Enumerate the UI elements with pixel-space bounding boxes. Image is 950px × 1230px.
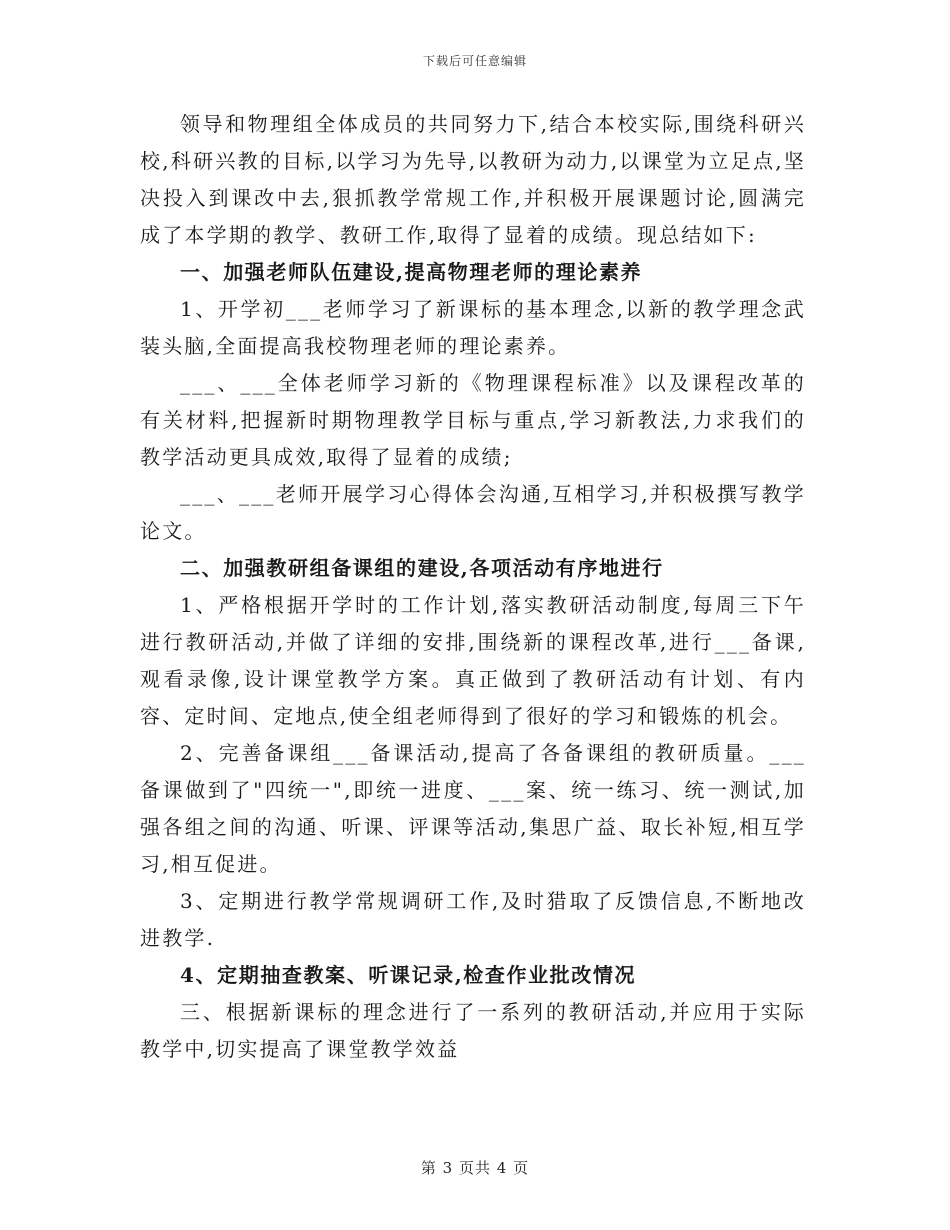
section-heading-1: 一、加强老师队伍建设,提高物理老师的理论素养	[180, 260, 643, 284]
paragraph-2-2: 2、完善备课组___备课活动,提高了各备课组的教研质量。___备课做到了"四统一",即统一进度、___案、统一练习、统一测试,加强各组之间的沟通、听课、评课等活动,集思广益、取长补短,相互学习,相互促进。	[140, 741, 806, 876]
section-paragraph-3: 三、根据新课标的理念进行了一系列的教研活动,并应用于实际教学中,切实提高了课堂教学效益	[140, 1000, 806, 1061]
paragraph-2-1: 1、严格根据开学时的工作计划,落实教研活动制度,每周三下午进行教研活动,并做了详细的安排,围绕新的课程改革,进行___备课,观看录像,设计课堂教学方案。真正做到了教研活动有计划、有内容、定时间、定地点,使全组老师得到了很好的学习和锻炼的机会。	[140, 593, 806, 728]
page-footer: 第 3 页共 4 页	[420, 1159, 530, 1177]
intro-paragraph: 领导和物理组全体成员的共同努力下,结合本校实际,围绕科研兴校,科研兴教的目标,以学习为先导,以教研为动力,以课堂为立足点,坚决投入到课改中去,狠抓教学常规工作,并积极开展课题讨论,圆满完成了本学期的教学、教研工作,取得了显着的成绩。现总结如下:	[140, 112, 806, 247]
paragraph-1-1: 1、开学初___老师学习了新课标的基本理念,以新的教学理念武装头脑,全面提高我校物理老师的理论素养。	[140, 297, 806, 358]
paragraph-2-4-heading: 4、定期抽查教案、听课记录,检查作业批改情况	[180, 963, 637, 987]
paragraph-1-3: ___、___老师开展学习心得体会沟通,互相学习,并积极撰写教学论文。	[140, 482, 806, 543]
page-header: 下载后可任意编辑	[422, 54, 527, 68]
paragraph-1-2: ___、___全体老师学习新的《物理课程标准》以及课程改革的有关材料,把握新时期物理教学目标与重点,学习新教法,力求我们的教学活动更具成效,取得了显着的成绩;	[140, 371, 806, 469]
document-body	[140, 106, 806, 1068]
paragraph-2-3: 3、定期进行教学常规调研工作,及时猎取了反馈信息,不断地改进教学.	[140, 889, 806, 950]
section-heading-2: 二、加强教研组备课组的建设,各项活动有序地进行	[180, 556, 664, 580]
